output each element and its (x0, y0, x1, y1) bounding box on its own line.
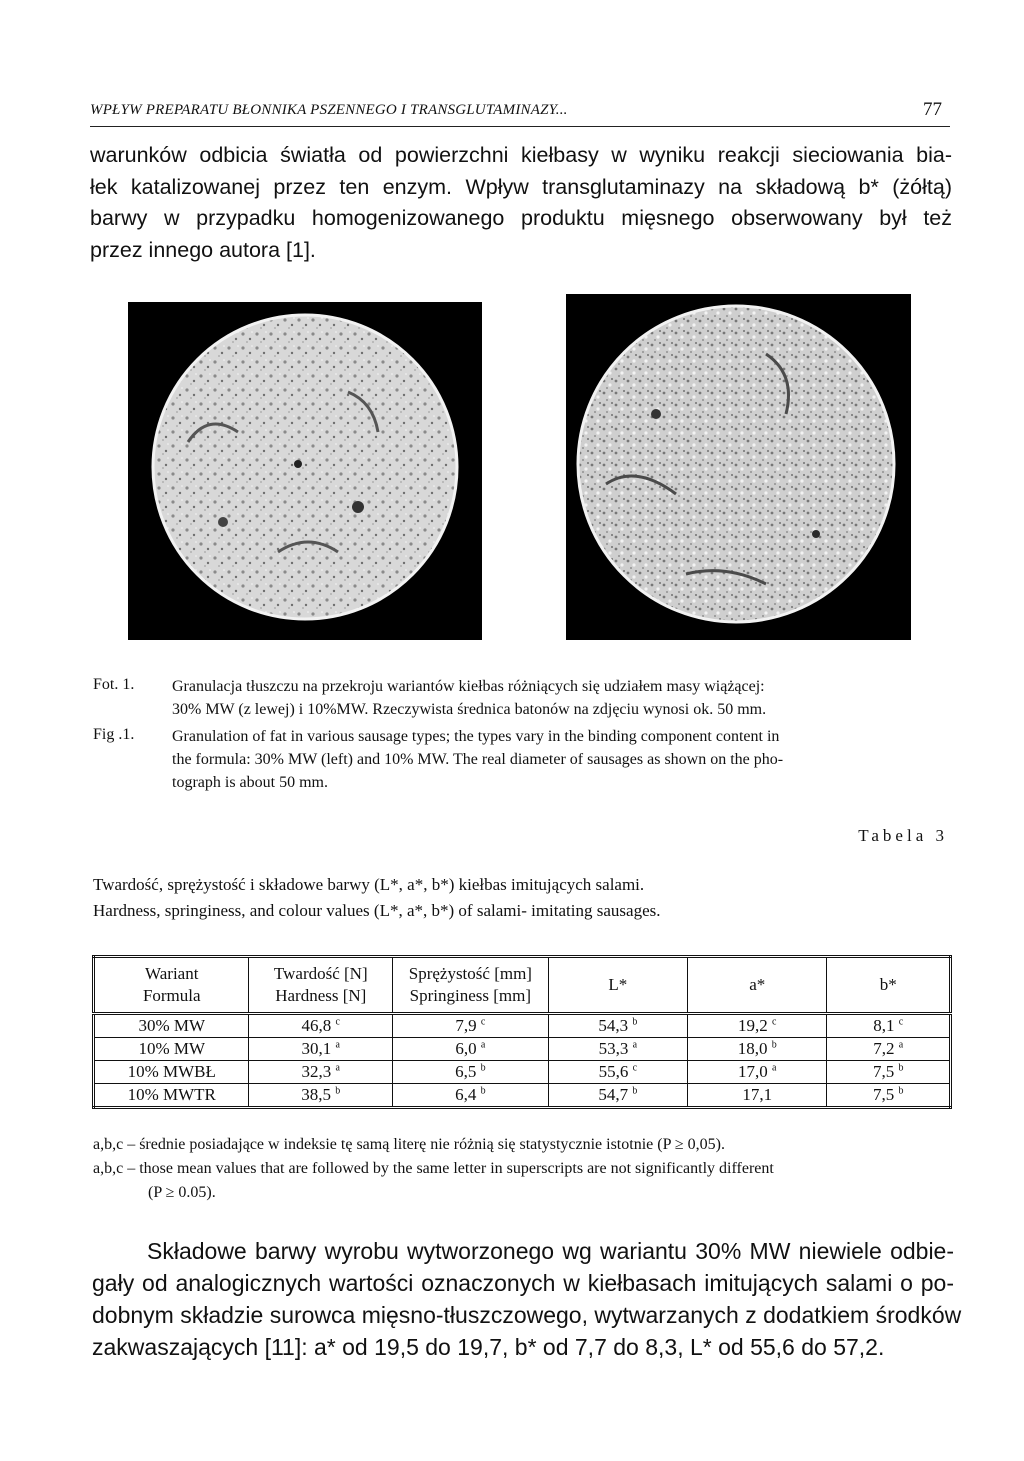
figure-caption-pl (172, 675, 952, 721)
header-cell: b* (827, 957, 951, 1014)
value-cell: 7,2 $^a$ (827, 1038, 951, 1061)
body-paragraph (92, 1235, 962, 1363)
figure-caption-en (172, 725, 952, 794)
table-row (94, 1061, 951, 1084)
page-number: 77 (923, 99, 942, 120)
value-cell: 19,2 $^c$ (688, 1014, 827, 1038)
header-cell: Twardość [N] Hardness [N] (249, 957, 393, 1014)
value-cell: 6,0 $^a$ (393, 1038, 549, 1061)
table-note-en-cont: (P ≥ 0.05). (148, 1184, 216, 1201)
intro-line: przez innego autora [1]. (90, 237, 316, 262)
value-cell: 7,9 $^c$ (393, 1014, 549, 1038)
variant-cell: 10% MWBŁ (94, 1061, 249, 1084)
intro-line: warunków odbicia światła od powierzchni kiełbasy w wyniku reakcji sieciowania bia- (90, 143, 952, 167)
value-cell: 17,1 (688, 1084, 827, 1108)
caption-line: Granulation of fat in various sausage types; the types vary in the binding component content in (172, 728, 780, 745)
table-header-row (94, 957, 951, 1014)
value-cell: 17,0 $^a$ (688, 1061, 827, 1084)
table-title-en: Hardness, springiness, and colour values (L*, a*, b*) of salami- imitating sausages. (93, 901, 661, 920)
table-note-en: a,b,c – those mean values that are followed by the same letter in superscripts are not significantly different (93, 1160, 774, 1177)
value-cell: 55,6 $^c$ (548, 1061, 687, 1084)
value-cell: 32,3 $^a$ (249, 1061, 393, 1084)
photo-left-sausage-30mw (128, 302, 482, 640)
value-cell: 54,7 $^b$ (548, 1084, 687, 1108)
results-table (92, 955, 952, 1109)
variant-cell: 10% MWTR (94, 1084, 249, 1108)
table-label: Tabela 3 (858, 826, 948, 845)
value-cell: 54,3 $^b$ (548, 1014, 687, 1038)
body-line: Składowe barwy wyrobu wytworzonego wg wariantu 30% MW niewiele odbie- (147, 1238, 954, 1264)
value-cell: 53,3 $^a$ (548, 1038, 687, 1061)
value-cell: 18,0 $^b$ (688, 1038, 827, 1061)
table-body (94, 1014, 951, 1108)
value-cell: 6,4 $^b$ (393, 1084, 549, 1108)
value-cell: 46,8 $^c$ (249, 1014, 393, 1038)
figure-label-en: Fig .1. (93, 726, 135, 743)
caption-line: the formula: 30% MW (left) and 10% MW. The real diameter of sausages as shown on the pho- (172, 751, 784, 768)
header-cell: Wariant Formula (94, 957, 249, 1014)
photo-right-sausage-10mw (566, 294, 911, 640)
header-cell: Sprężystość [mm] Springiness [mm] (393, 957, 549, 1014)
body-line: gały od analogicznych wartości oznaczonych w kiełbasach imitujących salami o po- (92, 1270, 954, 1296)
body-line: dobnym składzie surowca mięsno-tłuszczowego, wytwarzanych z dodatkiem środków (92, 1302, 962, 1328)
caption-line: 30% MW (z lewej) i 10%MW. Rzeczywista średnica batonów na zdjęciu wynosi ok. 50 mm. (172, 701, 767, 718)
value-cell: 7,5 $^b$ (827, 1061, 951, 1084)
body-line: zakwaszających [11]: a* od 19,5 do 19,7, b* od 7,7 do 8,3, L* od 55,6 do 57,2. (92, 1334, 885, 1360)
table-title-pl: Twardość, sprężystość i składowe barwy (L*, a*, b*) kiełbas imitujących salami. (93, 875, 645, 894)
value-cell: 7,5 $^b$ (827, 1084, 951, 1108)
figure-label-pl: Fot. 1. (93, 676, 135, 693)
intro-paragraph (90, 140, 952, 266)
caption-line: Granulacja tłuszczu na przekroju wariantów kiełbas różniących się udziałem masy wiążącej: (172, 678, 765, 695)
intro-line: barwy w przypadku homogenizowanego produktu mięsnego obserwowany był też (90, 206, 952, 230)
value-cell: 30,1 $^a$ (249, 1038, 393, 1061)
variant-cell: 10% MW (94, 1038, 249, 1061)
running-title: WPŁYW PREPARATU BŁONNIKA PSZENNEGO I TRANSGLUTAMINAZY... (90, 102, 568, 118)
caption-line: tograph is about 50 mm. (172, 774, 328, 791)
table-row (94, 1014, 951, 1038)
header-cell: a* (688, 957, 827, 1014)
variant-cell: 30% MW (94, 1014, 249, 1038)
value-cell: 38,5 $^b$ (249, 1084, 393, 1108)
value-cell: 6,5 $^b$ (393, 1061, 549, 1084)
header-cell: L* (548, 957, 687, 1014)
intro-line: łek katalizowanej przez ten enzym. Wpływ transglutaminazy na składową b* (żółtą) (90, 174, 952, 199)
table-note-pl: a,b,c – średnie posiadające w indeksie tę samą literę nie różnią się statystycznie istotnie (P ≥ 0,05). (93, 1136, 725, 1153)
value-cell: 8,1 $^c$ (827, 1014, 951, 1038)
table-row (94, 1038, 951, 1061)
running-header (90, 99, 950, 127)
table-row (94, 1084, 951, 1108)
